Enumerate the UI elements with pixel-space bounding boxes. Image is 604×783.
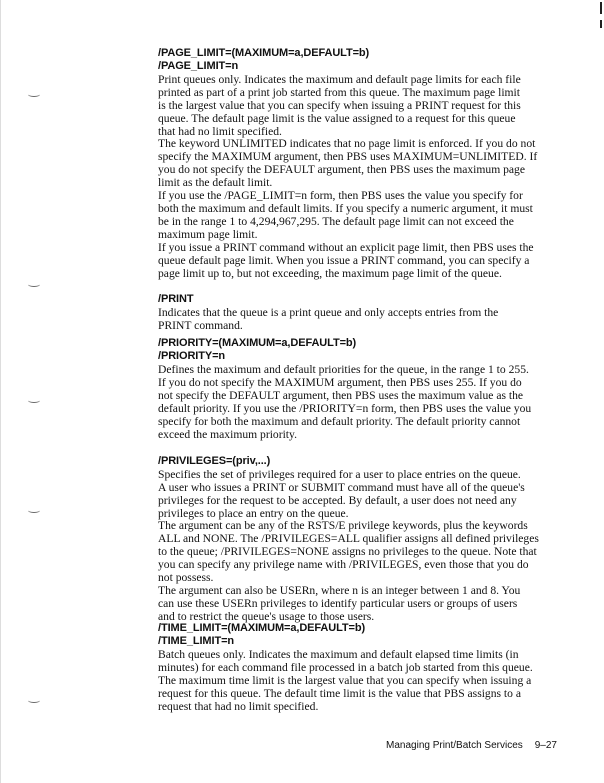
text-line: you do not specify the DEFAULT argument, then PBS uses the maximum page: [158, 163, 525, 176]
text-line: If you issue a PRINT command without an explicit page limit, then PBS uses the: [158, 241, 534, 254]
text-line: page limit up to, but not exceeding, the maximum page limit of the queue.: [158, 267, 502, 280]
text-line: ALL and NONE. The /PRIVILEGES=ALL qualifier assigns all defined privileges: [158, 532, 539, 545]
text-line: PRINT command.: [158, 319, 243, 332]
margin-mark: [28, 398, 40, 403]
paragraph: [158, 468, 568, 520]
paragraph: [158, 73, 568, 138]
qualifier-heading: [158, 622, 568, 648]
qualifier-heading: [158, 47, 568, 73]
text-line: privileges to place an entry on the queue.: [158, 507, 349, 520]
margin-mark: [28, 508, 40, 513]
text-line: The keyword UNLIMITED indicates that no page limit is enforced. If you do not: [158, 137, 536, 150]
paragraph: [158, 584, 568, 623]
qualifier-heading: [158, 337, 568, 363]
paragraph: [158, 241, 568, 280]
page-number: 9–27: [534, 740, 557, 751]
text-line: not possess.: [158, 571, 214, 584]
text-line: Indicates that the queue is a print queue and only accepts entries from the: [158, 306, 499, 319]
heading-line: /PRIORITY=(MAXIMUM=a,DEFAULT=b): [158, 337, 357, 349]
text-line: is the largest value that you can specify when issuing a PRINT request for this: [158, 99, 521, 112]
heading-line: /PRIVILEGES=(priv,...): [158, 455, 271, 467]
paragraph: [158, 648, 568, 713]
margin-mark: [28, 698, 40, 703]
text-line: maximum page limit.: [158, 228, 258, 241]
text-line: The maximum time limit is the largest value that you can specify when issuing a: [158, 674, 532, 687]
page-footer: [386, 740, 557, 751]
paragraph: [158, 137, 568, 189]
text-line: specify the MAXIMUM argument, then PBS uses MAXIMUM=UNLIMITED. If: [158, 150, 538, 163]
qualifier-heading: [158, 293, 568, 306]
text-line: exceed the maximum priority.: [158, 428, 297, 441]
text-line: can use these USERn privileges to identify particular users or groups of users: [158, 597, 518, 610]
text-line: you can specify any privilege name with /PRIVILEGES, even those that you do: [158, 558, 529, 571]
text-line: The argument can also be USERn, where n is an integer between 1 and 8. You: [158, 584, 521, 597]
text-line: If you do not specify the MAXIMUM argument, then PBS uses 255. If you do: [158, 376, 522, 389]
text-line: The argument can be any of the RSTS/E privilege keywords, plus the keywords: [158, 519, 528, 532]
paragraph: [158, 189, 568, 241]
text-line: limit as the default limit.: [158, 176, 273, 189]
text-line: request that had no limit specified.: [158, 700, 319, 713]
text-line: minutes) for each command file processed in a batch job started from this queue.: [158, 661, 533, 674]
text-line: be in the range 1 to 4,294,967,295. The default page limit can not exceed the: [158, 215, 514, 228]
text-line: printed as part of a print job started from this queue. The maximum page limit: [158, 86, 521, 99]
heading-line: /PAGE_LIMIT=n: [158, 60, 239, 72]
scan-edge-mark: [600, 20, 602, 28]
paragraph: [158, 306, 568, 332]
footer-title: Managing Print/Batch Services: [386, 740, 523, 751]
text-line: default priority. If you use the /PRIORITY=n form, then PBS uses the value you: [158, 402, 532, 415]
text-line: that had no limit specified.: [158, 125, 282, 138]
text-line: Specifies the set of privileges required for a user to place entries on the queue.: [158, 468, 521, 481]
text-line: not specify the DEFAULT argument, then PBS uses the maximum value as the: [158, 389, 524, 402]
text-line: If you use the /PAGE_LIMIT=n form, then PBS uses the value you specify for: [158, 189, 523, 202]
text-line: privileges for the request to be accepted. By default, a user does not need any: [158, 494, 517, 507]
text-line: Defines the maximum and default priorities for the queue, in the range 1 to 255.: [158, 363, 529, 376]
text-line: Batch queues only. Indicates the maximum and default elapsed time limits (in: [158, 648, 519, 661]
text-line: and to restrict the queue's usage to those users.: [158, 610, 375, 623]
text-line: A user who issues a PRINT or SUBMIT command must have all of the queue's: [158, 481, 525, 494]
heading-line: /TIME_LIMIT=(MAXIMUM=a,DEFAULT=b): [158, 622, 366, 634]
heading-line: /PRINT: [158, 293, 194, 305]
text-line: Print queues only. Indicates the maximum and default page limits for each file: [158, 73, 521, 86]
margin-mark: [28, 282, 40, 287]
paragraph: [158, 519, 568, 584]
margin-mark: [28, 92, 40, 97]
text-line: queue default page limit. When you issue a PRINT command, you can specify a: [158, 254, 530, 267]
text-line: to the queue; /PRIVILEGES=NONE assigns no privileges to the queue. Note that: [158, 545, 537, 558]
scan-edge-mark: [600, 2, 602, 14]
heading-line: /PAGE_LIMIT=(MAXIMUM=a,DEFAULT=b): [158, 47, 370, 59]
text-line: specify for both the maximum and default priority. The default priority cannot: [158, 415, 521, 428]
paragraph: [158, 363, 568, 441]
heading-line: /TIME_LIMIT=n: [158, 635, 235, 647]
text-line: both the maximum and default limits. If you specify a numeric argument, it must: [158, 202, 533, 215]
text-line: queue. The default page limit is the value assigned to a request for this queue: [158, 112, 516, 125]
qualifier-heading: [158, 455, 568, 468]
scan-edge: [0, 0, 1, 783]
heading-line: /PRIORITY=n: [158, 350, 226, 362]
text-line: request for this queue. The default time limit is the value that PBS assigns to a: [158, 687, 521, 700]
